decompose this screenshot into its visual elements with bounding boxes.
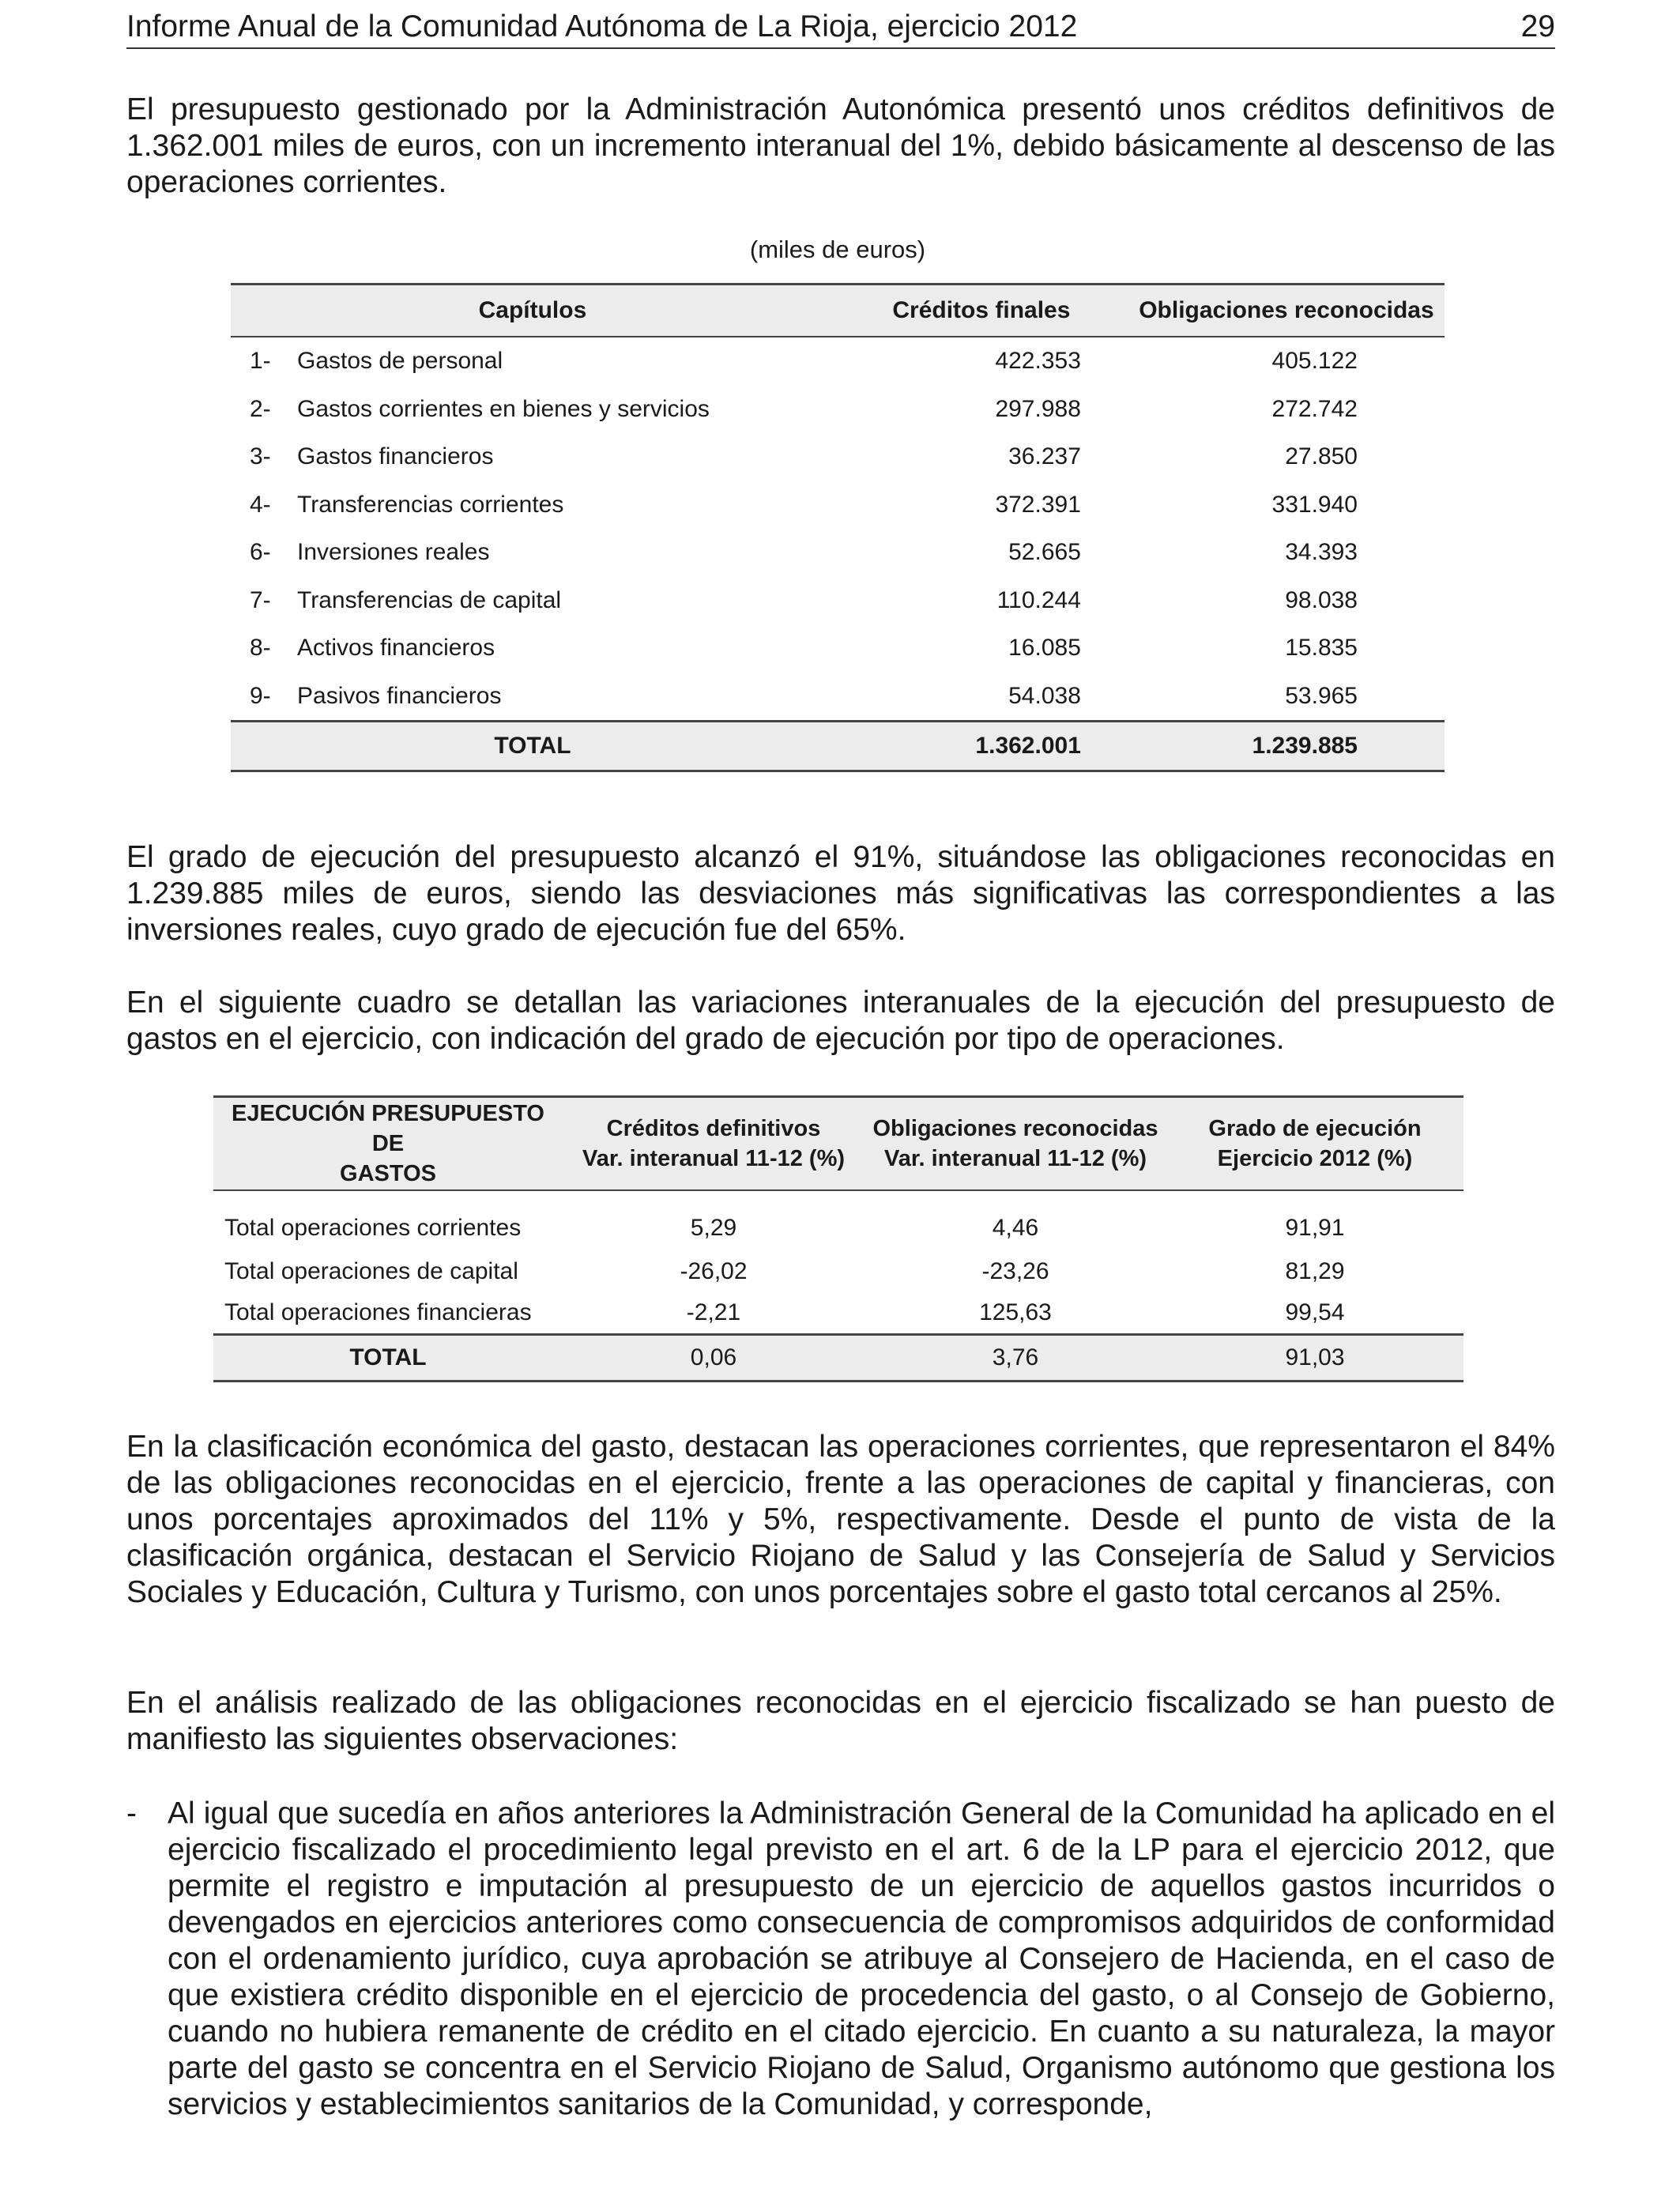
header-ejecucion — [213, 1097, 563, 1191]
chapter-label: Inversiones reales — [297, 539, 490, 566]
header-ejecucion-line2: GASTOS — [340, 1161, 436, 1186]
header-capitulos: Capítulos — [231, 285, 834, 337]
obligaciones-value: 27.850 — [1285, 443, 1358, 470]
chapter-number: 1- — [250, 348, 271, 375]
total-obligaciones-var: 3,76 — [864, 1335, 1166, 1382]
chapter-label: Transferencias de capital — [297, 586, 562, 613]
operation-label: Total operaciones financieras — [224, 1299, 532, 1325]
creditos-value: 54.038 — [1008, 682, 1081, 709]
report-title: Informe Anual de la Comunidad Autónoma de La Rioja, ejercicio 2012 — [126, 9, 1078, 43]
obligaciones-value: 272.742 — [1271, 395, 1358, 422]
creditos-var-value: -2,21 — [686, 1299, 741, 1325]
header-grado-line2: Ejercicio 2012 (%) — [1217, 1146, 1413, 1171]
paragraph-table-intro: En el siguiente cuadro se detallan las variaciones interanuales de la ejecución del presupuesto de gastos en el ejercicio, con indicación del grado de ejecución por tipo de operaciones. — [126, 986, 1555, 1056]
obligaciones-var-value: 4,46 — [992, 1215, 1039, 1241]
header-obligaciones-line2: Var. interanual 11-12 (%) — [883, 1146, 1147, 1171]
obligaciones-value: 53.965 — [1285, 682, 1358, 709]
creditos-value: 372.391 — [995, 491, 1081, 518]
obligaciones-value: 34.393 — [1285, 539, 1358, 566]
table-row — [231, 481, 1445, 530]
total-label: TOTAL — [231, 722, 834, 771]
chapter-number: 8- — [250, 635, 271, 662]
total-creditos: 1.362.001 — [834, 722, 1128, 771]
chapter-number: 7- — [250, 586, 271, 613]
creditos-value: 422.353 — [995, 348, 1081, 375]
total-obligaciones: 1.239.885 — [1128, 722, 1445, 771]
header-grado-line1: Grado de ejecución — [1208, 1116, 1422, 1141]
paragraph-budget-intro: El presupuesto gestionado por la Administración Autonómica presentó unos créditos definitivos de 1.362.001 miles de euros, con un incremento interanual del 1%, debido básicamente al descenso de las operaciones corrientes. — [126, 92, 1555, 199]
observation-text: Al igual que sucedía en años anteriores la Administración General de la Comunidad ha aplicado en el ejercicio fiscalizado el procedimiento legal previsto en el art. 6 de la LP para el ejercicio 2012, que permite el registro e imputación al presupuesto de un ejercicio de aquellos gastos incurridos o devengados en ejercicios anteriores como consecuencia de compromisos adquiridos de conformidad con el ordenamiento jurídico, cuya aprobación se atribuye al Consejero de Hacienda, en el caso de que existiera crédito disponible en el ejercicio de procedencia del gasto, o al Consejo de Gobierno, cuando no hubiera remanente de crédito en el citado ejercicio. En cuanto a su naturaleza, la mayor parte del gasto se concentra en el Servicio Riojano de Salud, Organismo autónomo que gestiona los servicios y establecimientos sanitarios de la Comunidad, y corresponde, — [168, 1796, 1555, 2121]
chapter-label: Gastos de personal — [297, 348, 503, 375]
creditos-value: 16.085 — [1008, 635, 1081, 662]
chapter-number: 2- — [250, 395, 271, 422]
execution-table — [213, 1095, 1463, 1382]
obligaciones-value: 15.835 — [1285, 635, 1358, 662]
header-creditos-var — [563, 1097, 864, 1191]
obligaciones-var-value: 125,63 — [979, 1299, 1052, 1325]
page-number: 29 — [1520, 9, 1555, 43]
total-grado: 91,03 — [1166, 1335, 1463, 1382]
paragraph-execution-degree: El grado de ejecución del presupuesto alcanzó el 91%, situándose las obligaciones reconocidas en 1.239.885 miles de euros, siendo las desviaciones más significativas las correspondientes a las inversiones reales, cuyo grado de ejecución fue del 65%. — [126, 840, 1555, 947]
creditos-value: 110.244 — [996, 586, 1081, 613]
chapter-number: 9- — [250, 682, 271, 709]
table-header-row — [213, 1097, 1463, 1191]
paragraph-economic-classification: En la clasificación económica del gasto, destacan las operaciones corrientes, que representaron el 84% de las obligaciones reconocidas en el ejercicio, frente a las operaciones de capital y financieras, con unos porcentajes aproximados del 11% y 5%, respectivamente. Desde el punto de vista de la clasificación orgánica, destacan el Servicio Riojano de Salud y las Consejería de Salud y Servicios Sociales y Educación, Cultura y Turismo, con unos porcentajes sobre el gasto total cercanos al 25%. — [126, 1430, 1555, 1609]
total-label: TOTAL — [213, 1335, 563, 1382]
table1-caption: (miles de euros) — [749, 236, 926, 263]
table-row — [213, 1251, 1463, 1292]
table-row — [231, 529, 1445, 577]
creditos-var-value: -26,02 — [680, 1258, 748, 1284]
creditos-var-value: 5,29 — [690, 1215, 737, 1241]
grado-value: 91,91 — [1285, 1215, 1345, 1241]
total-creditos-var: 0,06 — [563, 1335, 864, 1382]
table-row — [231, 433, 1445, 481]
header-obligaciones-line1: Obligaciones reconocidas — [872, 1116, 1158, 1141]
chapter-label: Transferencias corrientes — [297, 491, 564, 518]
creditos-value: 297.988 — [995, 395, 1081, 422]
obligaciones-value: 331.940 — [1271, 491, 1358, 518]
operation-label: Total operaciones corrientes — [224, 1215, 522, 1241]
operation-label: Total operaciones de capital — [224, 1258, 518, 1284]
total-row — [231, 722, 1445, 771]
header-creditos-line2: Var. interanual 11-12 (%) — [582, 1146, 846, 1171]
header-ejecucion-line1: EJECUCIÓN PRESUPUESTO DE — [232, 1101, 544, 1156]
observation-bullet — [126, 1796, 1555, 2123]
creditos-value: 36.237 — [1008, 443, 1081, 470]
header-obligaciones-var — [864, 1097, 1166, 1191]
total-row — [213, 1335, 1463, 1382]
header-creditos-finales: Créditos finales — [834, 285, 1128, 337]
obligaciones-value: 98.038 — [1285, 586, 1358, 613]
table-row — [231, 386, 1445, 434]
creditos-value: 52.665 — [1008, 539, 1081, 566]
chapter-number: 6- — [250, 539, 271, 566]
chapter-label: Gastos corrientes en bienes y servicios — [297, 395, 710, 422]
table-row — [213, 1190, 1463, 1251]
chapter-number: 3- — [250, 443, 271, 470]
grado-value: 81,29 — [1285, 1258, 1345, 1284]
table-header-row — [231, 285, 1445, 337]
bullet-dash: - — [126, 1796, 137, 1830]
chapter-label: Gastos financieros — [297, 443, 494, 470]
chapter-label: Pasivos financieros — [297, 682, 502, 709]
header-creditos-line1: Créditos definitivos — [606, 1116, 821, 1141]
obligaciones-value: 405.122 — [1271, 348, 1358, 375]
chapters-table — [231, 283, 1445, 772]
paragraph-observations-intro: En el análisis realizado de las obligaciones reconocidas en el ejercicio fiscalizado se han puesto de manifiesto las siguientes observaciones: — [126, 1686, 1555, 1756]
header-grado — [1166, 1097, 1463, 1191]
table-row — [231, 673, 1445, 722]
table-row — [213, 1292, 1463, 1335]
obligaciones-var-value: -23,26 — [981, 1258, 1049, 1284]
table-row — [231, 624, 1445, 673]
header-obligaciones: Obligaciones reconocidas — [1128, 285, 1445, 337]
chapter-number: 4- — [250, 491, 271, 518]
chapter-label: Activos financieros — [297, 635, 495, 662]
table-row — [231, 337, 1445, 386]
grado-value: 99,54 — [1285, 1299, 1345, 1325]
page-header — [126, 9, 1555, 49]
table-row — [231, 577, 1445, 625]
